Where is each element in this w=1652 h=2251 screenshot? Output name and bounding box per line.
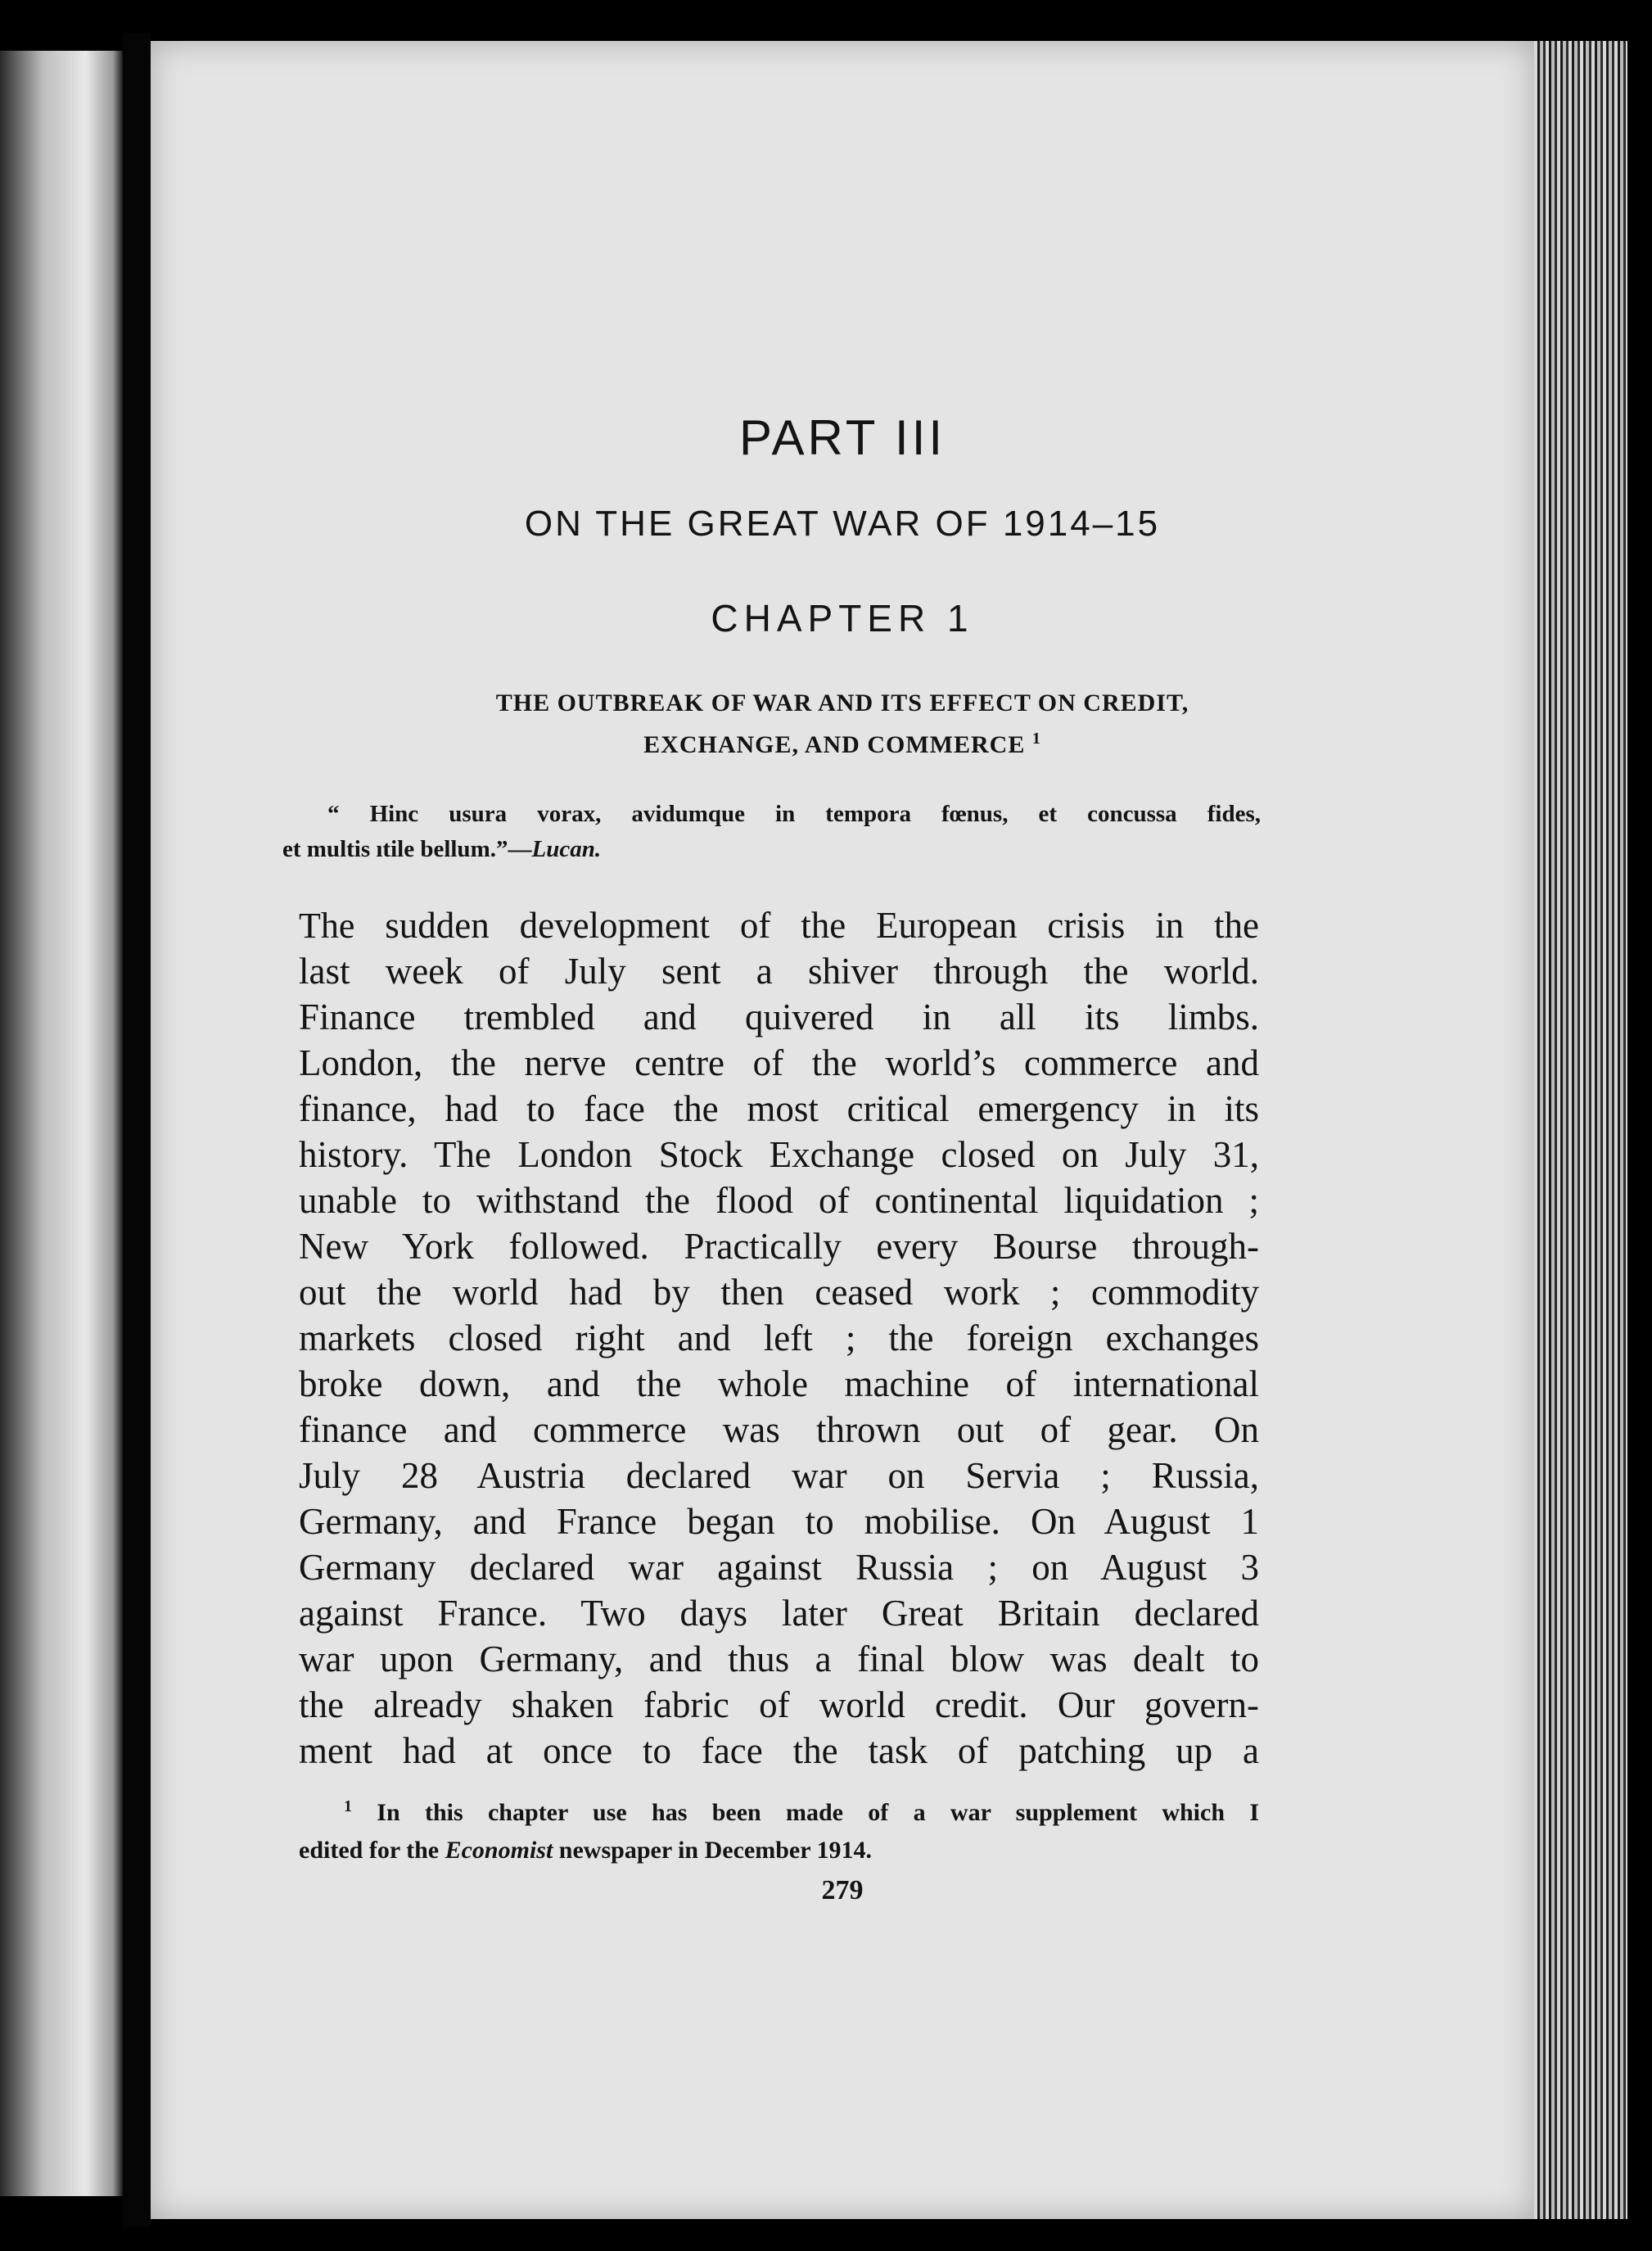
- footnote-line-2: [299, 1833, 1259, 1869]
- body-line-1: [299, 902, 1259, 948]
- chapter-subtitle-line-1: THE OUTBREAK OF WAR AND ITS EFFECT ON CREDIT,: [495, 689, 1189, 716]
- page-number: 279: [821, 1875, 864, 1905]
- body-line: history. The London Stock Exchange closed on July 31,: [299, 1134, 1259, 1175]
- footnote-publication: Economist: [445, 1837, 553, 1864]
- body-line: July 28 Austria declared war on Servia ; Russia,: [299, 1455, 1259, 1496]
- footnote-line-1: [344, 1795, 1259, 1831]
- body-line: out the world had by then ceased work ; commodity: [299, 1272, 1259, 1313]
- body-line: markets closed right and left ; the foreign exchanges: [299, 1318, 1259, 1358]
- footnote-text: In this chapter use has been made of a war supplement which I: [352, 1799, 1259, 1826]
- body-line: broke down, and the whole machine of international: [299, 1363, 1259, 1404]
- part-heading: PART III: [738, 410, 946, 465]
- footnote-mark: 1: [344, 1797, 352, 1815]
- body-line: Germany, and France began to mobilise. On August 1: [299, 1501, 1259, 1542]
- body-line: London, the nerve centre of the world’s commerce and: [299, 1042, 1259, 1083]
- chapter-subtitle-line-2: [151, 731, 1534, 759]
- body-line: war upon Germany, and thus a final blow was dealt to: [299, 1639, 1259, 1679]
- epigraph-author: Lucan.: [531, 836, 602, 862]
- chapter-subtitle-text: EXCHANGE, AND COMMERCE: [643, 731, 1026, 758]
- body-line: New York followed. Practically every Bourse through-: [299, 1226, 1259, 1267]
- footnote-text-after: newspaper in December 1914.: [553, 1837, 872, 1864]
- right-page-edges: [1534, 41, 1652, 2219]
- body-line-1-text: sudden development of the European crisis in the: [354, 905, 1259, 946]
- book-gutter: [123, 33, 151, 2227]
- footnote-text-before: edited for the: [299, 1837, 445, 1864]
- body-line: Germany declared war against Russia ; on August 3: [299, 1547, 1259, 1588]
- chapter-heading: CHAPTER 1: [711, 597, 974, 640]
- opening-word: The: [299, 906, 355, 946]
- epigraph-text: et multis ıtile bellum.”—: [282, 836, 532, 862]
- part-title: ON THE GREAT WAR OF 1914–15: [524, 504, 1161, 544]
- body-line: the already shaken fabric of world credit. Our govern-: [299, 1684, 1259, 1725]
- body-line: finance, had to face the most critical emergency in its: [299, 1088, 1259, 1129]
- body-line: unable to withstand the flood of continental liquidation ;: [299, 1180, 1259, 1221]
- body-line: ment had at once to face the task of patching up a: [299, 1730, 1259, 1771]
- body-line: against France. Two days later Great Britain declared: [299, 1593, 1259, 1634]
- footnote-reference-mark: 1: [1031, 730, 1041, 748]
- epigraph-line-1: “ Hinc usura vorax, avidumque in tempora fœnus, et concussa fides,: [327, 801, 1261, 827]
- body-line: finance and commerce was thrown out of gear. On: [299, 1409, 1259, 1450]
- left-page-edge: [0, 51, 123, 2196]
- body-line: Finance trembled and quivered in all its limbs.: [299, 997, 1259, 1037]
- body-line: last week of July sent a shiver through the world.: [299, 951, 1259, 992]
- epigraph-line-2: [282, 836, 1261, 863]
